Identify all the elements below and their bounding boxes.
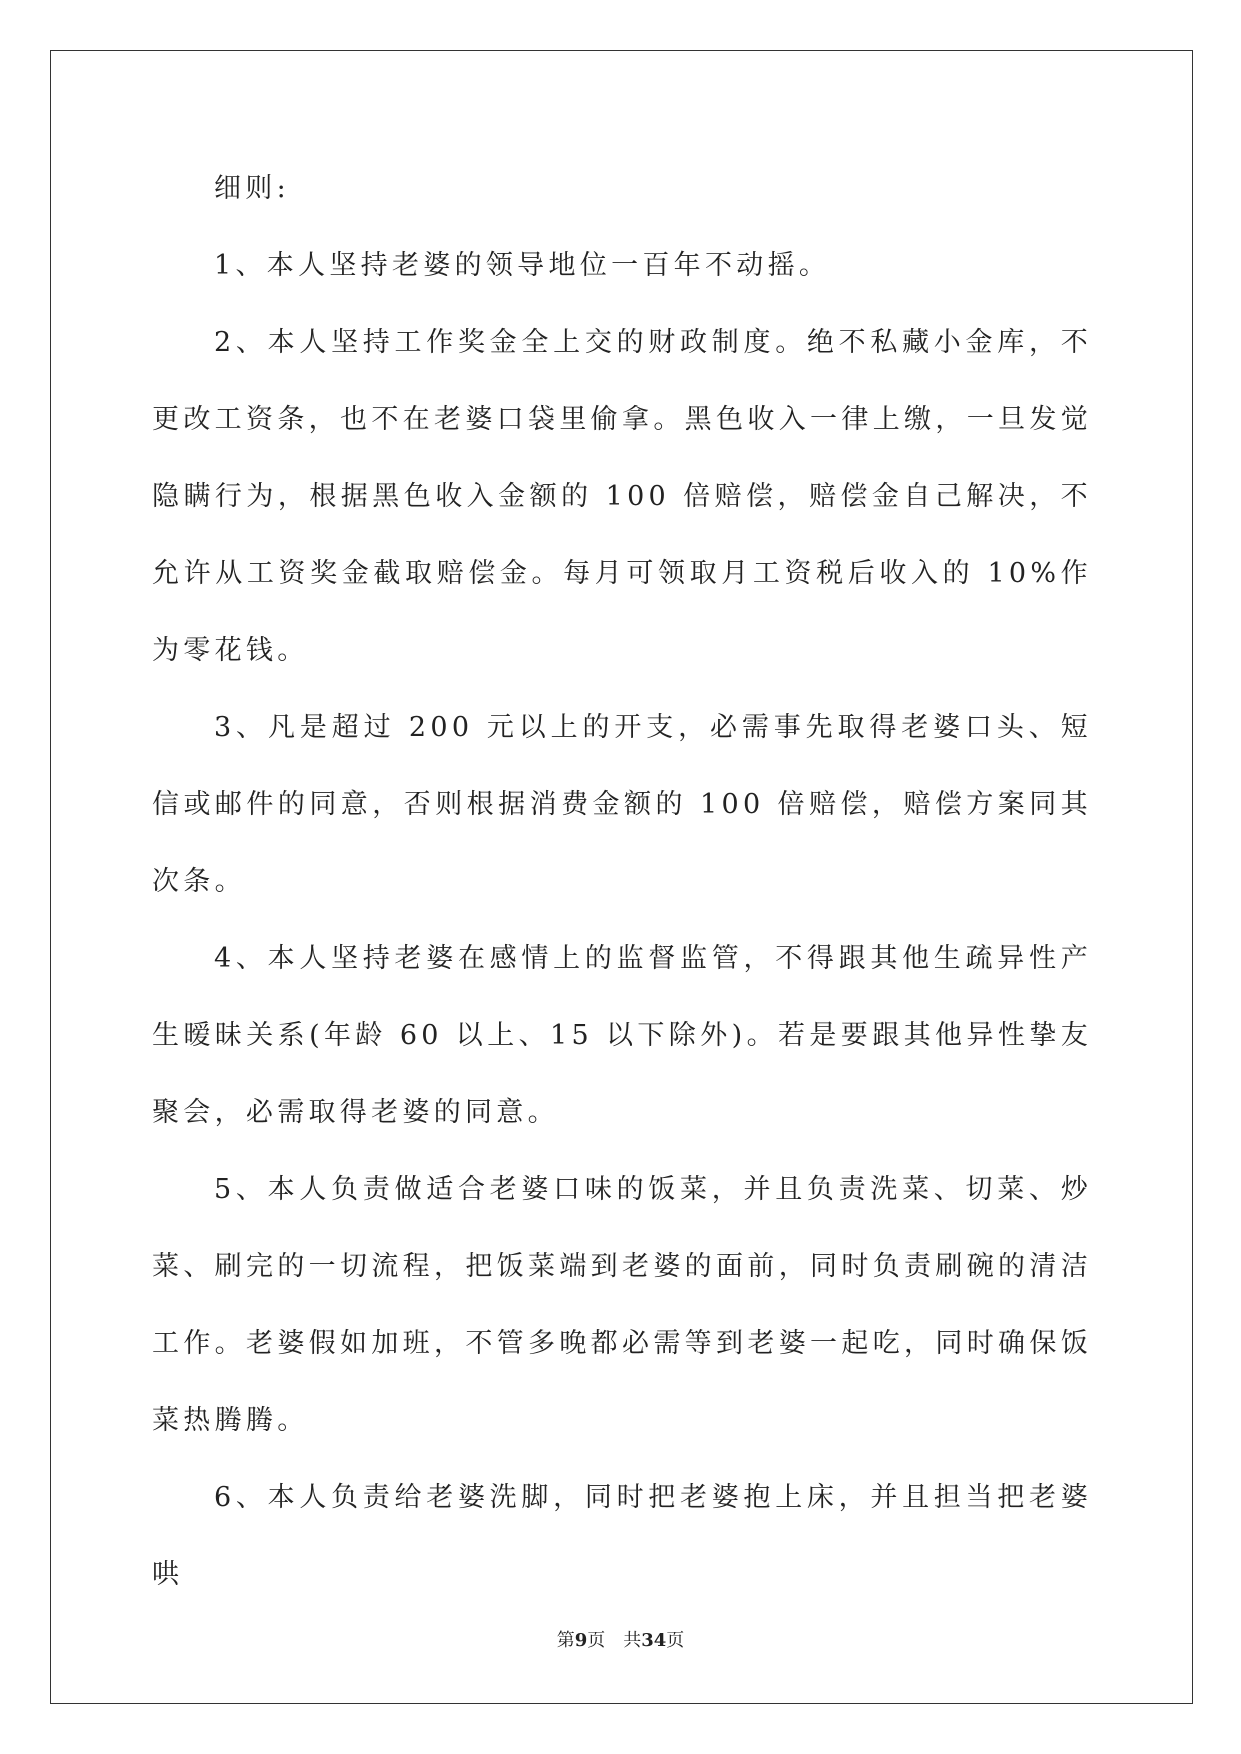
page-footer xyxy=(0,1626,1241,1652)
total-suffix: 页 xyxy=(666,1630,685,1651)
total-prefix: 共 xyxy=(623,1630,642,1651)
section-heading: 细则: xyxy=(214,173,290,204)
clause-6: 6、本人负责给老婆洗脚，同时把老婆抱上床，并且担当把老婆哄 xyxy=(152,1482,1092,1590)
page-number: 9 xyxy=(574,1630,588,1651)
clause-5: 5、本人负责做适合老婆口味的饭菜，并且负责洗菜、切菜、炒菜、刷完的一切流程，把饭菜端到老婆的面前，同时负责刷碗的清洁工作。老婆假如加班，不管多晚都必需等到老婆一起吃，同时确保饭菜热腾腾。 xyxy=(152,1174,1092,1436)
page-suffix: 页 xyxy=(587,1630,606,1651)
clause-1: 1、本人坚持老婆的领导地位一百年不动摇。 xyxy=(214,250,831,281)
clause-4: 4、本人坚持老婆在感情上的监督监管，不得跟其他生疏异性产生暧昧关系(年龄 60 以上、15 以下除外)。若是要跟其他异性挚友聚会，必需取得老婆的同意。 xyxy=(152,943,1092,1128)
document-body xyxy=(152,150,1092,1613)
total-pages: 34 xyxy=(641,1630,667,1651)
clause-2: 2、本人坚持工作奖金全上交的财政制度。绝不私藏小金库，不更改工资条，也不在老婆口袋里偷拿。黑色收入一律上缴，一旦发觉隐瞒行为，根据黑色收入金额的 100 倍赔偿，赔偿金自己解决，不允许从工资奖金截取赔偿金。每月可领取月工资税后收入的 10%作为零花钱。 xyxy=(152,327,1092,666)
page-prefix: 第 xyxy=(556,1630,575,1651)
clause-3: 3、凡是超过 200 元以上的开支，必需事先取得老婆口头、短信或邮件的同意，否则根据消费金额的 100 倍赔偿，赔偿方案同其次条。 xyxy=(152,712,1092,897)
